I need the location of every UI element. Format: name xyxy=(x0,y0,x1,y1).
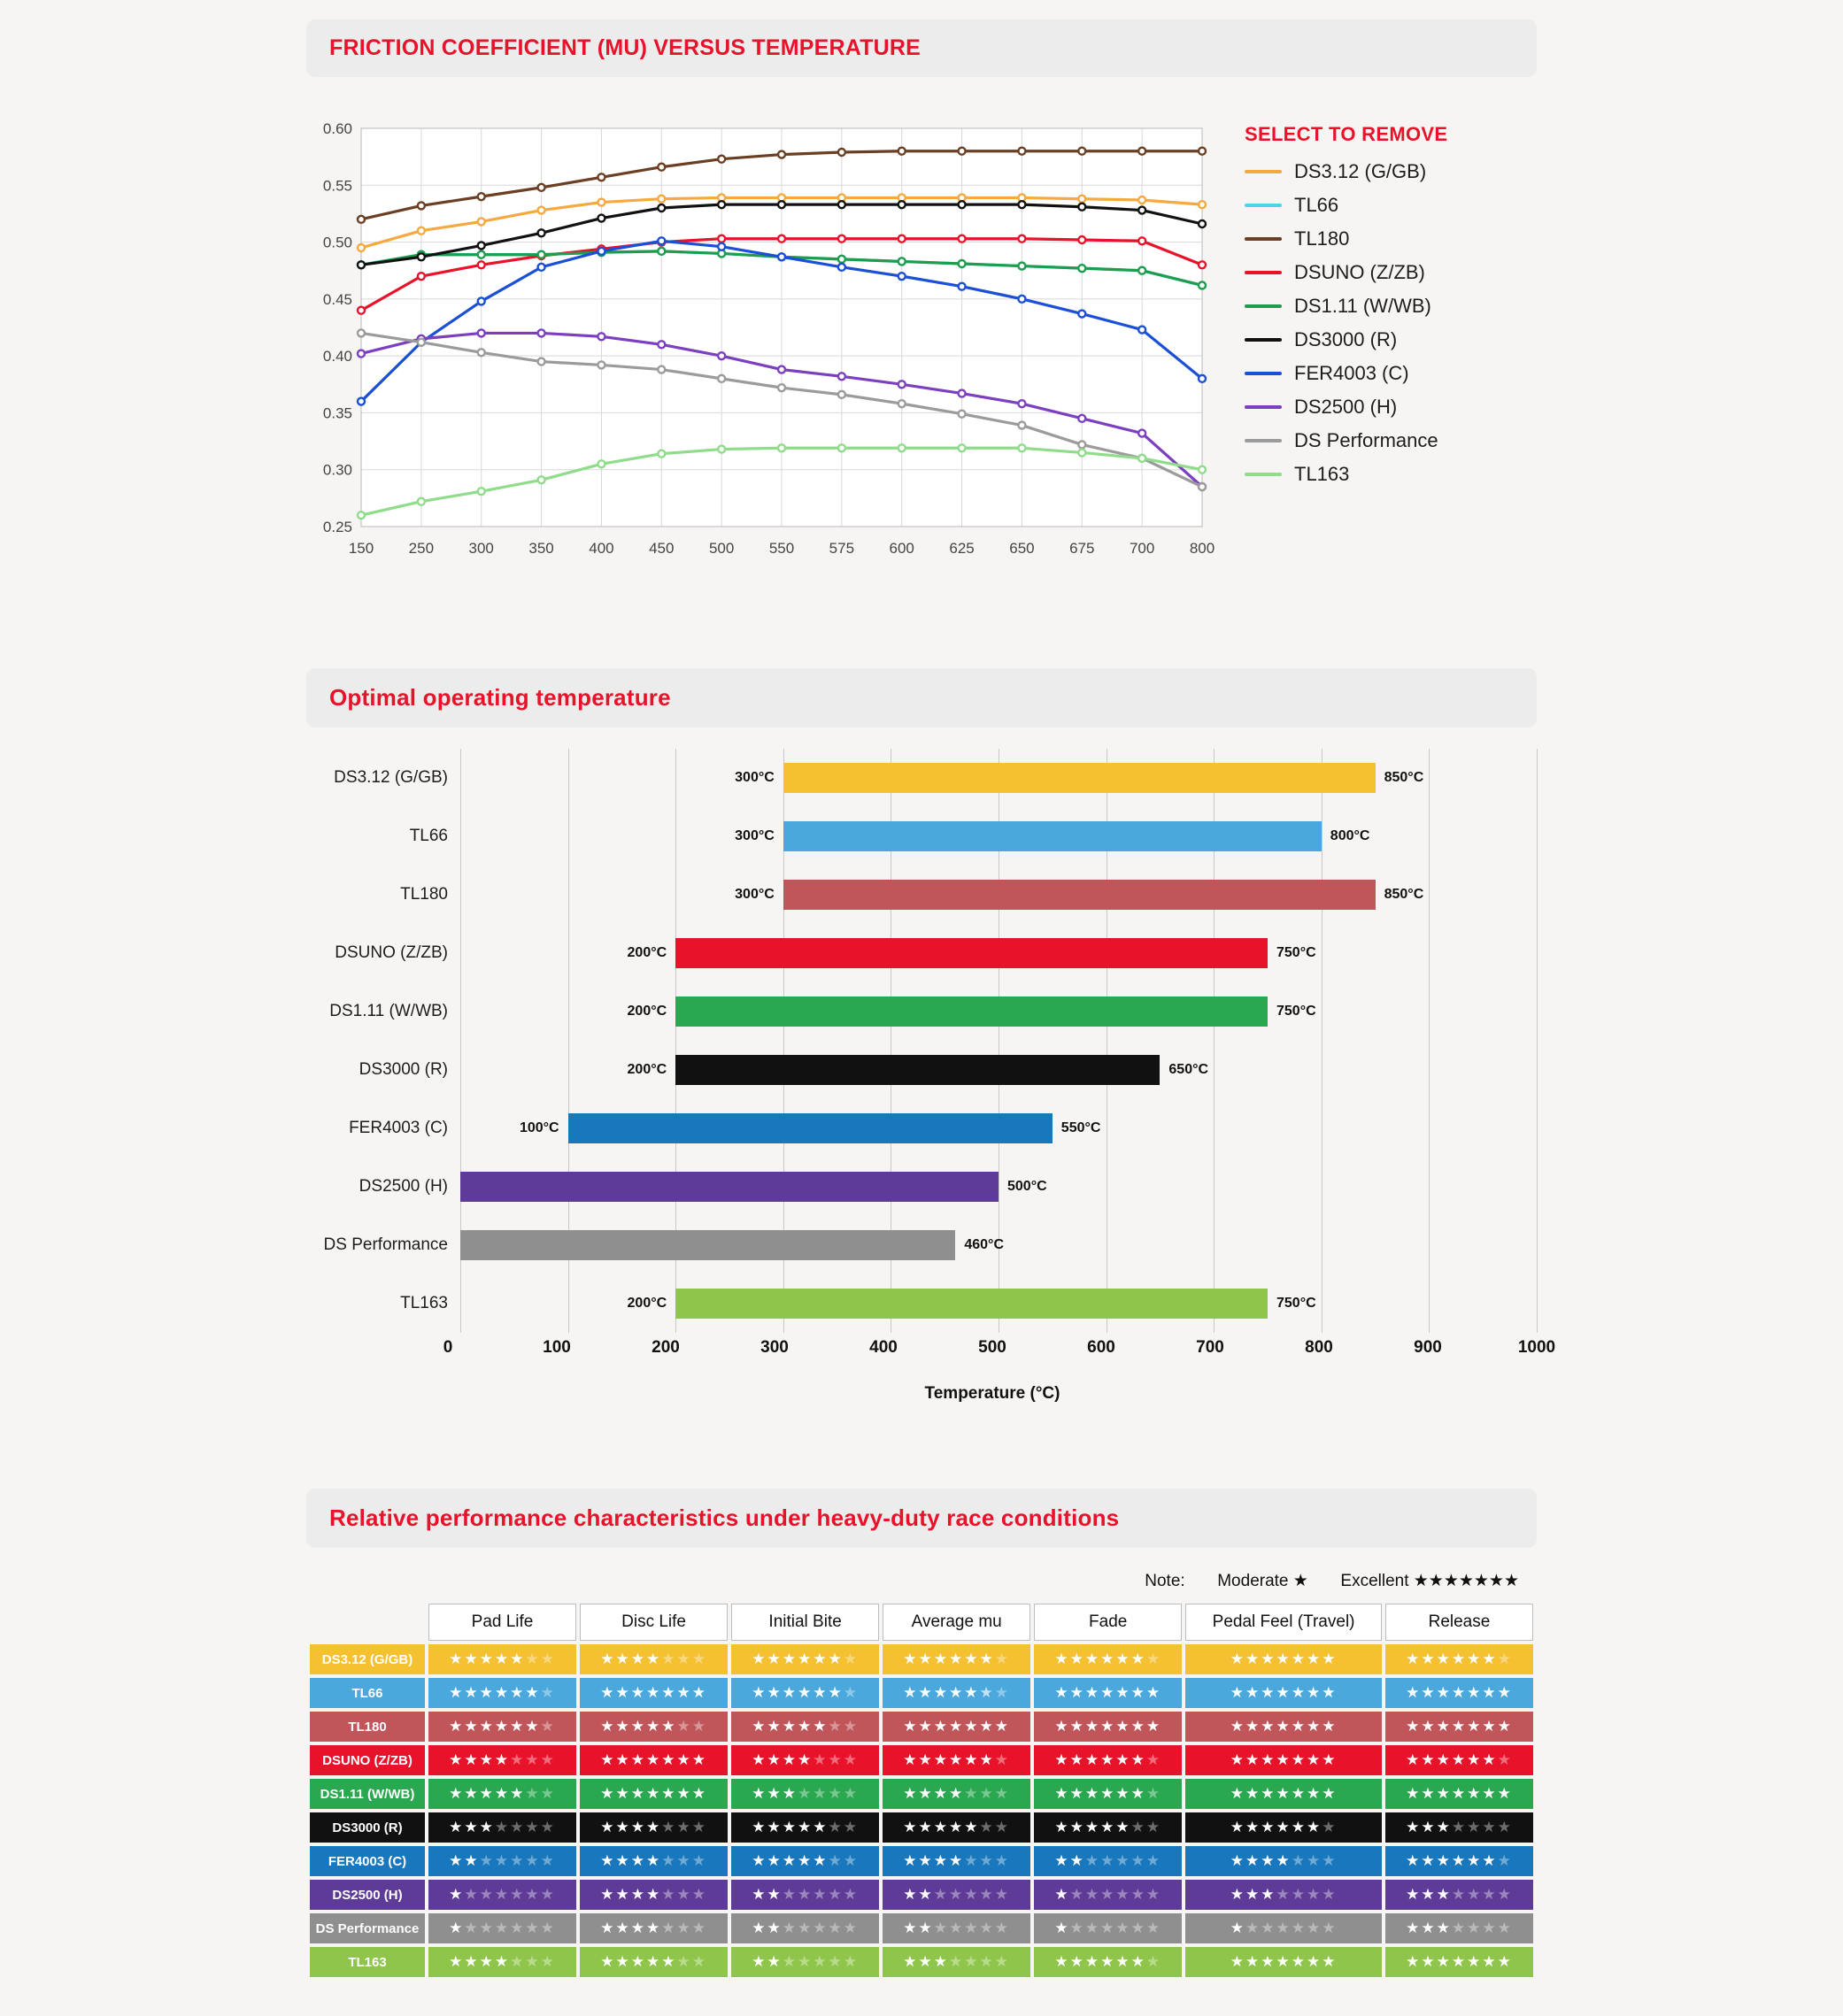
rating-cell: ★★★★★★★ xyxy=(580,1913,728,1943)
rating-cell: ★★★★★★★ xyxy=(1034,1745,1182,1775)
svg-text:0.55: 0.55 xyxy=(322,177,352,195)
bar-gridline xyxy=(1429,1041,1430,1099)
bar-gridline xyxy=(568,749,569,807)
rating-cell: ★★★★★★★ xyxy=(731,1913,879,1943)
bar-low-label: 300°C xyxy=(735,770,775,785)
bar-gridline xyxy=(675,749,676,807)
friction-line-chart xyxy=(306,112,1218,573)
svg-text:0.60: 0.60 xyxy=(322,120,352,137)
bar-row-label: DS2500 (H) xyxy=(359,1177,448,1196)
bar-range[interactable] xyxy=(675,1055,1160,1085)
legend-item-6[interactable] xyxy=(1245,328,1447,351)
bar-track xyxy=(460,1041,1537,1099)
bar-gridline xyxy=(1429,924,1430,982)
rating-cell: ★★★★★★★ xyxy=(883,1712,1030,1742)
rating-cell: ★★★★★★★ xyxy=(428,1712,576,1742)
row-label: DS1.11 (W/WB) xyxy=(310,1779,425,1809)
rating-cell: ★★★★★★★ xyxy=(883,1678,1030,1708)
rating-cell: ★★★★★★★ xyxy=(1185,1644,1382,1674)
legend-swatch-icon xyxy=(1245,271,1282,274)
bar-gridline xyxy=(460,982,461,1041)
rating-cell: ★★★★★★★ xyxy=(883,1846,1030,1876)
bar-gridline xyxy=(460,1099,461,1158)
svg-text:0.30: 0.30 xyxy=(322,461,352,479)
bar-gridline xyxy=(1537,924,1538,982)
rating-cell: ★★★★★★★ xyxy=(1034,1812,1182,1843)
table-row xyxy=(310,1644,1533,1674)
rating-cell: ★★★★★★★ xyxy=(731,1745,879,1775)
table-row xyxy=(310,1947,1533,1977)
bar-gridline xyxy=(1429,1099,1430,1158)
svg-text:250: 250 xyxy=(408,540,435,557)
bar-gridline xyxy=(568,807,569,866)
friction-chart-title: FRICTION COEFFICIENT (MU) VERSUS TEMPERATURE xyxy=(329,35,922,60)
bar-gridline xyxy=(1537,749,1538,807)
legend-item-label: DS Performance xyxy=(1294,429,1438,451)
svg-text:0.40: 0.40 xyxy=(322,348,352,365)
rating-cell: ★★★★★★★ xyxy=(1385,1644,1533,1674)
legend-title: SELECT TO REMOVE xyxy=(1245,123,1448,145)
row-label: TL180 xyxy=(310,1712,425,1742)
rating-cell: ★★★★★★★ xyxy=(580,1678,728,1708)
legend-item-label: DS3.12 (G/GB) xyxy=(1294,160,1427,182)
bar-xtick: 900 xyxy=(1414,1338,1442,1357)
rating-cell: ★★★★★★★ xyxy=(1185,1913,1382,1943)
rating-cell: ★★★★★★★ xyxy=(1385,1779,1533,1809)
bar-low-label: 200°C xyxy=(627,1062,667,1077)
legend-item-label: DS2500 (H) xyxy=(1294,396,1398,418)
bar-gridline xyxy=(568,982,569,1041)
bar-range[interactable] xyxy=(783,880,1376,910)
rating-cell: ★★★★★★★ xyxy=(1385,1812,1533,1843)
legend-swatch-icon xyxy=(1245,473,1282,476)
bar-low-label: 200°C xyxy=(627,1004,667,1019)
bar-row xyxy=(306,1274,1537,1333)
legend-swatch-icon xyxy=(1245,439,1282,442)
svg-text:0.45: 0.45 xyxy=(322,290,352,308)
legend-item-4[interactable] xyxy=(1245,261,1447,284)
bar-gridline xyxy=(1537,866,1538,924)
bar-xtick: 600 xyxy=(1087,1338,1115,1357)
legend-item-1[interactable] xyxy=(1245,160,1447,183)
rating-cell: ★★★★★★★ xyxy=(883,1913,1030,1943)
rating-cell: ★★★★★★★ xyxy=(1034,1846,1182,1876)
performance-table xyxy=(306,1600,1537,1981)
bar-high-label: 850°C xyxy=(1384,770,1424,785)
rating-cell: ★★★★★★★ xyxy=(1034,1712,1182,1742)
rating-cell: ★★★★★★★ xyxy=(883,1779,1030,1809)
row-label: DS3.12 (G/GB) xyxy=(310,1644,425,1674)
legend-swatch-icon xyxy=(1245,204,1282,207)
row-label: TL163 xyxy=(310,1947,425,1977)
table-row xyxy=(310,1712,1533,1742)
rating-cell: ★★★★★★★ xyxy=(1034,1644,1182,1674)
row-label: TL66 xyxy=(310,1678,425,1708)
bar-high-label: 750°C xyxy=(1276,1004,1316,1019)
table-row xyxy=(310,1913,1533,1943)
legend-item-8[interactable] xyxy=(1245,396,1447,419)
bar-gridline xyxy=(460,866,461,924)
svg-text:300: 300 xyxy=(468,540,494,557)
rating-cell: ★★★★★★★ xyxy=(1034,1947,1182,1977)
svg-text:700: 700 xyxy=(1129,540,1155,557)
row-label: DS Performance xyxy=(310,1913,425,1943)
rating-cell: ★★★★★★★ xyxy=(580,1846,728,1876)
bar-gridline xyxy=(1429,982,1430,1041)
performance-banner xyxy=(306,1489,1537,1548)
bar-row-label: TL163 xyxy=(400,1294,448,1312)
optimal-temperature-title: Optimal operating temperature xyxy=(329,684,671,711)
bar-low-label: 200°C xyxy=(627,1296,667,1311)
bar-gridline xyxy=(1537,1158,1538,1216)
optimal-temperature-bars xyxy=(306,749,1537,1333)
bar-gridline xyxy=(460,807,461,866)
bar-gridline xyxy=(460,924,461,982)
bar-high-label: 460°C xyxy=(964,1237,1005,1252)
optimal-temperature-banner xyxy=(306,668,1537,727)
bar-gridline xyxy=(1214,1041,1215,1099)
legend-item-label: FER4003 (C) xyxy=(1294,362,1409,384)
svg-text:0.50: 0.50 xyxy=(322,234,352,251)
svg-text:150: 150 xyxy=(348,540,374,557)
rating-cell: ★★★★★★★ xyxy=(1034,1678,1182,1708)
rating-cell: ★★★★★★★ xyxy=(580,1745,728,1775)
bar-gridline xyxy=(460,749,461,807)
bar-row xyxy=(306,1216,1537,1274)
table-row xyxy=(310,1779,1533,1809)
bar-range[interactable] xyxy=(460,1172,999,1202)
svg-text:625: 625 xyxy=(949,540,975,557)
bar-gridline xyxy=(1429,749,1430,807)
bar-high-label: 750°C xyxy=(1276,1296,1316,1311)
bar-range[interactable] xyxy=(460,1230,955,1260)
rating-cell: ★★★★★★★ xyxy=(1185,1745,1382,1775)
bar-row xyxy=(306,866,1537,924)
rating-cell: ★★★★★★★ xyxy=(428,1880,576,1910)
svg-text:0.25: 0.25 xyxy=(322,519,352,535)
svg-text:650: 650 xyxy=(1009,540,1035,557)
bar-gridline xyxy=(1429,807,1430,866)
svg-text:450: 450 xyxy=(649,540,675,557)
svg-text:575: 575 xyxy=(829,540,855,557)
legend-item-2[interactable] xyxy=(1245,194,1447,217)
bar-row-label: DS Performance xyxy=(323,1235,448,1254)
bar-low-label: 300°C xyxy=(735,828,775,843)
friction-chart-legend xyxy=(1218,112,1447,573)
rating-cell: ★★★★★★★ xyxy=(883,1644,1030,1674)
rating-cell: ★★★★★★★ xyxy=(1034,1880,1182,1910)
note-moderate: Moderate ★ xyxy=(1217,1572,1308,1590)
bar-gridline xyxy=(568,1274,569,1333)
rating-cell: ★★★★★★★ xyxy=(1385,1947,1533,1977)
bar-track xyxy=(460,1158,1537,1216)
bar-gridline xyxy=(1537,982,1538,1041)
bar-range[interactable] xyxy=(783,763,1376,793)
bar-row xyxy=(306,1158,1537,1216)
friction-chart-banner xyxy=(306,19,1537,77)
svg-text:800: 800 xyxy=(1189,540,1215,557)
rating-cell: ★★★★★★★ xyxy=(883,1880,1030,1910)
bar-track xyxy=(460,1099,1537,1158)
bar-row-label: TL180 xyxy=(400,885,448,904)
legend-item-label: TL66 xyxy=(1294,194,1339,216)
legend-item-5[interactable] xyxy=(1245,295,1447,318)
rating-cell: ★★★★★★★ xyxy=(1385,1712,1533,1742)
legend-item-10[interactable] xyxy=(1245,463,1447,486)
rating-cell: ★★★★★★★ xyxy=(1385,1745,1533,1775)
bar-xtick: 400 xyxy=(869,1338,898,1357)
bar-track xyxy=(460,1274,1537,1333)
bar-gridline xyxy=(1214,1099,1215,1158)
rating-cell: ★★★★★★★ xyxy=(1185,1678,1382,1708)
bar-range[interactable] xyxy=(675,938,1268,968)
table-row xyxy=(310,1678,1533,1708)
bar-high-label: 850°C xyxy=(1384,887,1424,902)
rating-cell: ★★★★★★★ xyxy=(1385,1913,1533,1943)
rating-cell: ★★★★★★★ xyxy=(580,1779,728,1809)
bar-gridline xyxy=(675,866,676,924)
legend-item-label: TL180 xyxy=(1294,227,1350,250)
rating-cell: ★★★★★★★ xyxy=(731,1678,879,1708)
row-label: FER4003 (C) xyxy=(310,1846,425,1876)
bar-row xyxy=(306,807,1537,866)
performance-title: Relative performance characteristics under heavy-duty race conditions xyxy=(329,1504,1120,1531)
bar-row xyxy=(306,1041,1537,1099)
bar-xtick: 1000 xyxy=(1517,1338,1556,1357)
friction-chart-panel xyxy=(0,0,1843,573)
rating-cell: ★★★★★★★ xyxy=(1185,1880,1382,1910)
legend-swatch-icon xyxy=(1245,170,1282,173)
bar-xtick: 300 xyxy=(760,1338,789,1357)
column-header: Initial Bite xyxy=(731,1604,879,1641)
bar-xtick: 200 xyxy=(652,1338,680,1357)
bar-gridline xyxy=(1429,1158,1430,1216)
rating-cell: ★★★★★★★ xyxy=(580,1947,728,1977)
legend-item-label: DS1.11 (W/WB) xyxy=(1294,295,1431,317)
bar-range[interactable] xyxy=(568,1113,1053,1143)
performance-panel xyxy=(0,1404,1843,2016)
bar-high-label: 550°C xyxy=(1060,1120,1101,1135)
rating-cell: ★★★★★★★ xyxy=(428,1947,576,1977)
bar-low-label: 200°C xyxy=(627,945,667,960)
bar-gridline xyxy=(1537,1274,1538,1333)
bar-range[interactable] xyxy=(675,996,1268,1027)
bar-track xyxy=(460,749,1537,807)
svg-text:400: 400 xyxy=(589,540,614,557)
rating-cell: ★★★★★★★ xyxy=(428,1846,576,1876)
rating-cell: ★★★★★★★ xyxy=(731,1880,879,1910)
rating-cell: ★★★★★★★ xyxy=(580,1644,728,1674)
legend-swatch-icon xyxy=(1245,372,1282,375)
bar-row xyxy=(306,1099,1537,1158)
bar-gridline xyxy=(1537,807,1538,866)
bar-gridline xyxy=(1537,1041,1538,1099)
column-header: Release xyxy=(1385,1604,1533,1641)
rating-cell: ★★★★★★★ xyxy=(883,1745,1030,1775)
bar-xtick: 800 xyxy=(1305,1338,1333,1357)
friction-line-chart-svg xyxy=(306,112,1218,573)
svg-text:350: 350 xyxy=(528,540,554,557)
bar-gridline xyxy=(1429,1274,1430,1333)
svg-text:550: 550 xyxy=(768,540,795,557)
table-row xyxy=(310,1880,1533,1910)
bar-row xyxy=(306,924,1537,982)
svg-text:0.35: 0.35 xyxy=(322,404,352,422)
bar-xtick: 0 xyxy=(443,1338,453,1357)
bar-row-label: DS1.11 (W/WB) xyxy=(329,1002,448,1020)
bar-row-label: DS3000 (R) xyxy=(359,1060,448,1079)
bar-gridline xyxy=(460,1041,461,1099)
bar-gridline xyxy=(1214,1158,1215,1216)
bar-track xyxy=(460,866,1537,924)
row-label: DS2500 (H) xyxy=(310,1880,425,1910)
column-header: Pedal Feel (Travel) xyxy=(1185,1604,1382,1641)
rating-cell: ★★★★★★★ xyxy=(428,1812,576,1843)
rating-cell: ★★★★★★★ xyxy=(580,1880,728,1910)
rating-cell: ★★★★★★★ xyxy=(1034,1913,1182,1943)
bar-row-label: FER4003 (C) xyxy=(349,1119,448,1137)
bar-gridline xyxy=(1429,866,1430,924)
column-header: Pad Life xyxy=(428,1604,576,1641)
bar-track xyxy=(460,982,1537,1041)
bar-track xyxy=(460,1216,1537,1274)
optimal-temperature-xaxis xyxy=(443,1333,1556,1375)
svg-text:675: 675 xyxy=(1069,540,1095,557)
rating-cell: ★★★★★★★ xyxy=(731,1644,879,1674)
rating-cell: ★★★★★★★ xyxy=(1385,1678,1533,1708)
bar-row xyxy=(306,982,1537,1041)
note-excellent: Excellent ★★★★★★★ xyxy=(1340,1572,1519,1590)
svg-text:600: 600 xyxy=(889,540,914,557)
row-label: DS3000 (R) xyxy=(310,1812,425,1843)
legend-item-9[interactable] xyxy=(1245,429,1447,452)
rating-cell: ★★★★★★★ xyxy=(428,1913,576,1943)
table-row xyxy=(310,1846,1533,1876)
bar-row-label: DSUNO (Z/ZB) xyxy=(335,943,448,962)
legend-item-label: DSUNO (Z/ZB) xyxy=(1294,261,1425,283)
bar-gridline xyxy=(460,1274,461,1333)
bar-row xyxy=(306,749,1537,807)
bar-gridline xyxy=(568,1041,569,1099)
legend-item-label: DS3000 (R) xyxy=(1294,328,1398,350)
rating-cell: ★★★★★★★ xyxy=(580,1812,728,1843)
rating-cell: ★★★★★★★ xyxy=(428,1745,576,1775)
bar-range[interactable] xyxy=(783,821,1322,851)
column-header: Disc Life xyxy=(580,1604,728,1641)
row-label: DSUNO (Z/ZB) xyxy=(310,1745,425,1775)
rating-cell: ★★★★★★★ xyxy=(428,1779,576,1809)
rating-cell: ★★★★★★★ xyxy=(731,1779,879,1809)
bar-xtick: 100 xyxy=(543,1338,571,1357)
rating-cell: ★★★★★★★ xyxy=(1385,1846,1533,1876)
bar-track xyxy=(460,807,1537,866)
svg-text:500: 500 xyxy=(708,540,735,557)
column-header: Fade xyxy=(1034,1604,1182,1641)
rating-cell: ★★★★★★★ xyxy=(883,1812,1030,1843)
legend-item-3[interactable] xyxy=(1245,227,1447,250)
rating-cell: ★★★★★★★ xyxy=(580,1712,728,1742)
rating-cell: ★★★★★★★ xyxy=(1185,1812,1382,1843)
bar-high-label: 750°C xyxy=(1276,945,1316,960)
legend-swatch-icon xyxy=(1245,304,1282,308)
bar-row-label: DS3.12 (G/GB) xyxy=(334,768,448,787)
bar-gridline xyxy=(1537,1216,1538,1274)
rating-cell: ★★★★★★★ xyxy=(731,1712,879,1742)
rating-cell: ★★★★★★★ xyxy=(1034,1779,1182,1809)
rating-cell: ★★★★★★★ xyxy=(731,1812,879,1843)
rating-cell: ★★★★★★★ xyxy=(731,1846,879,1876)
bar-gridline xyxy=(1537,1099,1538,1158)
table-row xyxy=(310,1745,1533,1775)
bar-track xyxy=(460,924,1537,982)
bar-gridline xyxy=(1429,1216,1430,1274)
note-prefix: Note: xyxy=(1145,1572,1185,1590)
rating-cell: ★★★★★★★ xyxy=(1185,1712,1382,1742)
rating-cell: ★★★★★★★ xyxy=(1185,1779,1382,1809)
table-row xyxy=(310,1812,1533,1843)
bar-range[interactable] xyxy=(675,1289,1268,1319)
rating-cell: ★★★★★★★ xyxy=(428,1644,576,1674)
rating-cell: ★★★★★★★ xyxy=(731,1947,879,1977)
bar-xtick: 700 xyxy=(1196,1338,1224,1357)
rating-cell: ★★★★★★★ xyxy=(1385,1880,1533,1910)
legend-item-7[interactable] xyxy=(1245,362,1447,385)
bar-high-label: 650°C xyxy=(1168,1062,1209,1077)
optimal-temperature-xlabel: Temperature (°C) xyxy=(924,1384,1060,1403)
rating-cell: ★★★★★★★ xyxy=(428,1678,576,1708)
bar-row-label: TL66 xyxy=(409,827,448,845)
bar-gridline xyxy=(568,924,569,982)
rating-cell: ★★★★★★★ xyxy=(1185,1846,1382,1876)
table-corner xyxy=(310,1604,425,1641)
bar-high-label: 500°C xyxy=(1007,1179,1047,1194)
bar-low-label: 100°C xyxy=(519,1120,559,1135)
legend-item-label: TL163 xyxy=(1294,463,1350,485)
legend-swatch-icon xyxy=(1245,405,1282,409)
optimal-temperature-panel xyxy=(0,573,1843,1404)
bar-gridline xyxy=(568,866,569,924)
rating-cell: ★★★★★★★ xyxy=(1185,1947,1382,1977)
bar-xtick: 500 xyxy=(978,1338,1006,1357)
bar-gridline xyxy=(675,807,676,866)
bar-gridline xyxy=(1214,1216,1215,1274)
column-header: Average mu xyxy=(883,1604,1030,1641)
legend-swatch-icon xyxy=(1245,338,1282,342)
rating-cell: ★★★★★★★ xyxy=(883,1947,1030,1977)
performance-note xyxy=(306,1548,1537,1591)
bar-low-label: 300°C xyxy=(735,887,775,902)
bar-high-label: 800°C xyxy=(1330,828,1370,843)
legend-swatch-icon xyxy=(1245,237,1282,241)
